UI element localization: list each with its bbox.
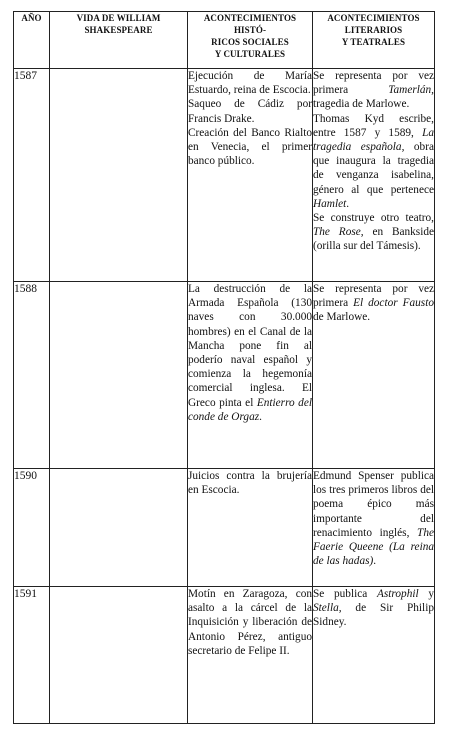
chronology-table (13, 11, 435, 724)
year-cell: 1588 (14, 282, 50, 469)
historical-cell (188, 69, 313, 282)
table-row-1587 (14, 69, 435, 282)
header-lit-line-2: LITERARIOS (344, 25, 403, 35)
literary-cell (313, 282, 435, 469)
life-cell (50, 282, 188, 469)
life-cell (50, 469, 188, 587)
year-cell: 1591 (14, 587, 50, 724)
literary-entry: Se publica Astrophil y Stella, de Sir Philip Sidney. (313, 588, 434, 629)
literary-cell (313, 69, 435, 282)
year-cell: 1587 (14, 69, 50, 282)
header-lit-line-1: ACONTECIMIENTOS (327, 13, 420, 23)
header-life-line-1: VIDA DE WILLIAM (76, 13, 161, 23)
literary-entry: Se construye otro teatro, The Rose, en Bankside (orilla sur del Támesis). (313, 212, 435, 253)
literary-entry: Thomas Kyd escribe, entre 1587 y 1589, La tragedia española, obra que inaugura la tragedia de venganza isabelina, género al que pertenece Hamlet. (313, 112, 434, 210)
header-literary-events (313, 12, 435, 69)
header-hist-line-2: RICOS SOCIALES (211, 37, 289, 47)
historical-entry: La destrucción de la Armada Española (130 naves con 30.000 hombres) en el Canal de la Mancha pone fin al poderío naval español y comienza la hegemonía comercial inglesa. El Greco pinta el Entierro del conde de Orgaz. (188, 283, 312, 423)
table-row-1588 (14, 282, 435, 469)
year-cell: 1590 (14, 469, 50, 587)
historical-entry: Motín en Zaragoza, con asalto a la cárcel de la Inquisición y liberación de Antonio Pérez, antiguo secretario de Felipe II. (188, 588, 312, 657)
table-row-1591 (14, 587, 435, 724)
header-year (14, 12, 50, 69)
historical-entry: Juicios contra la brujería en Escocia. (188, 470, 312, 497)
literary-entry: Se representa por vez primera El doctor Fausto de Marlowe. (313, 283, 434, 324)
literary-entry: Se representa por vez primera Tamerlán, tragedia de Marlowe. (313, 70, 434, 111)
header-shakespeare-life (50, 12, 188, 69)
header-historical-events (188, 12, 313, 69)
header-life-line-2: SHAKESPEARE (84, 25, 153, 35)
literary-entry: Edmund Spenser publica los tres primeros libros del poema épico más importante del renacimiento inglés, The Faerie Queene (La reina de las hadas). (313, 470, 435, 568)
historical-cell (188, 587, 313, 724)
table-row-1590 (14, 469, 435, 587)
header-year-label: AÑO (21, 13, 42, 23)
historical-entry: Ejecución de María Estuardo, reina de Escocia. (188, 70, 312, 97)
header-hist-line-1: ACONTECIMIENTOS HISTÓ- (203, 13, 297, 35)
header-lit-line-3: Y TEATRALES (341, 37, 406, 47)
life-cell (50, 587, 188, 724)
historical-cell (188, 282, 313, 469)
table-header-row (14, 12, 435, 69)
historical-entry: Saqueo de Cádiz por Francis Drake. (188, 98, 312, 125)
literary-cell (313, 469, 435, 587)
header-hist-line-3: Y CULTURALES (214, 49, 286, 59)
life-cell (50, 69, 188, 282)
historical-cell (188, 469, 313, 587)
literary-cell (313, 587, 435, 724)
historical-entry: Creación del Banco Rialto en Venecia, el primer banco público. (188, 126, 312, 168)
